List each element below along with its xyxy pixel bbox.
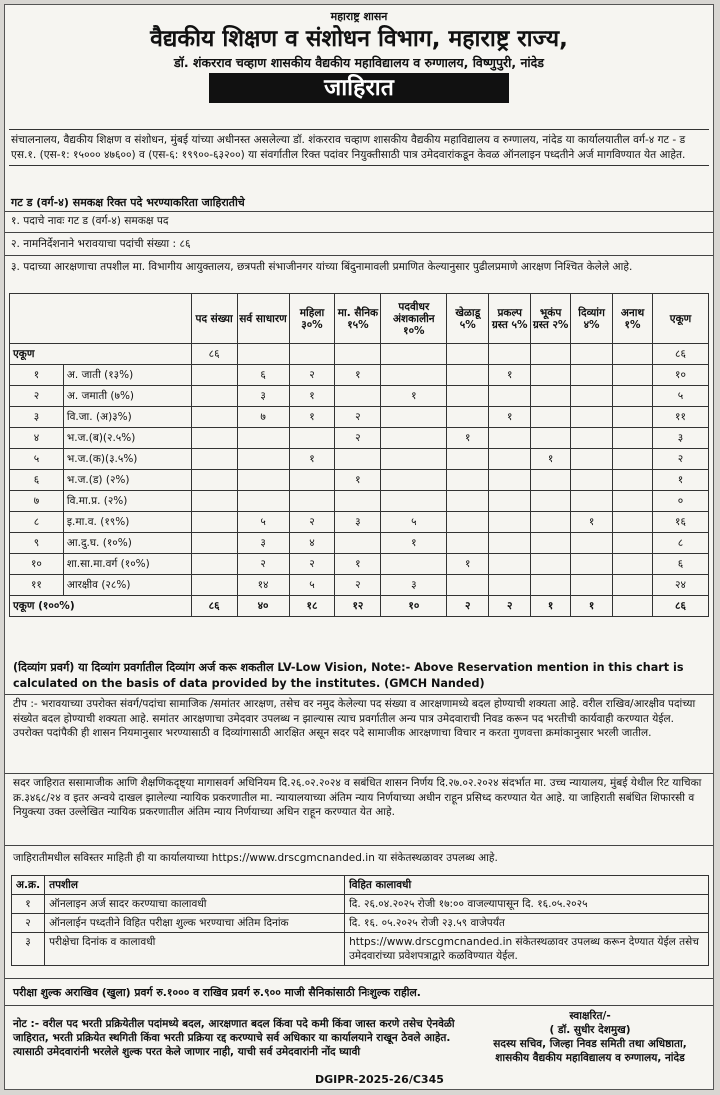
row-value: ३ — [653, 428, 709, 449]
table-header: सर्व साधारण — [237, 294, 289, 344]
row-value — [289, 491, 335, 512]
total-label: एकूण — [10, 344, 192, 365]
row-value — [571, 449, 613, 470]
table-header: पद संख्या — [191, 294, 237, 344]
row-value — [489, 533, 531, 554]
schedule-period: दि. १६. ०५.२०२५ रोजी २३.५९ वाजेपर्यंत — [345, 914, 709, 933]
row-value: १ — [489, 365, 531, 386]
table-header: एकूण — [653, 294, 709, 344]
row-value — [237, 491, 289, 512]
row-value: २ — [335, 428, 381, 449]
row-value: १० — [653, 365, 709, 386]
schedule-row — [12, 895, 709, 914]
row-value: ५ — [381, 512, 447, 533]
schedule-no: १ — [12, 895, 45, 914]
schedule-detail: ऑनलाईन पध्दतीने विहित परीक्षा शुल्क भरण्याचा अंतिम दिनांक — [45, 914, 345, 933]
row-value — [489, 512, 531, 533]
row-value: ० — [653, 491, 709, 512]
row-value — [381, 491, 447, 512]
row-value — [489, 428, 531, 449]
row-value: ५ — [237, 512, 289, 533]
row-value — [447, 575, 489, 596]
schedule-period: दि. २६.०४.२०२५ रोजी १७:०० वाजल्यापासून दि. १६.०५.२०२५ — [345, 895, 709, 914]
row-value: २ — [237, 554, 289, 575]
table-row — [10, 449, 709, 470]
point-1: १. पदाचे नावः गट ड (वर्ग-४) समकक्ष पद — [11, 215, 169, 227]
row-value: ४ — [289, 533, 335, 554]
row-value — [447, 533, 489, 554]
row-value — [613, 407, 653, 428]
row-value — [191, 575, 237, 596]
row-value — [531, 428, 571, 449]
table-row — [10, 512, 709, 533]
divider — [5, 845, 713, 846]
divider — [5, 1005, 713, 1006]
row-value — [191, 365, 237, 386]
row-value — [489, 386, 531, 407]
row-value — [613, 533, 653, 554]
section-title: गट ड (वर्ग-४) समकक्ष रिक्त पदे भरण्याकरिता जाहिरातीचे — [11, 196, 245, 209]
fee-line: परीक्षा शुल्क अराखिव (खुला) प्रवर्ग रु.१००० व राखिव प्रवर्ग रु.९०० माजी सैनिकांसाठी निःशुल्क राहील. — [13, 986, 421, 999]
row-value — [237, 470, 289, 491]
header — [5, 9, 713, 103]
row-value: ६ — [653, 554, 709, 575]
grand-total-value: २ — [447, 596, 489, 617]
row-value — [447, 470, 489, 491]
row-value: १ — [489, 407, 531, 428]
row-value — [571, 575, 613, 596]
schedule-detail: ऑनलाइन अर्ज सादर करण्याचा कालावधी — [45, 895, 345, 914]
schedule-table — [11, 875, 709, 966]
row-value: ५ — [653, 386, 709, 407]
row-value — [447, 407, 489, 428]
row-value: १ — [335, 554, 381, 575]
grand-total-value: ८६ — [191, 596, 237, 617]
row-value — [191, 470, 237, 491]
grand-total-value: १८ — [289, 596, 335, 617]
row-category: शा.सा.मा.वर्ग (१०%) — [63, 554, 191, 575]
grand-total-value: १२ — [335, 596, 381, 617]
row-value — [613, 491, 653, 512]
divider — [5, 694, 713, 695]
row-value — [613, 470, 653, 491]
row-category: अ. जमाती (७%) — [63, 386, 191, 407]
legal-paragraph: सदर जाहिरात ससामाजीक आणि शैक्षणिकदृष्ट्या मागासवर्ग अधिनियम दि.२६.०२.२०२४ व सबंधित शासन निर्णय दि.२७.०२.२०२४ संदर्भात मा. उच्च न्यायालय, मुंबई येथील रिट याचिका क्र.३४६८/२४ व इतर अन्वये दाखल झालेल्या न्यायिक प्रकरणातील मा. न्यायालयाच्या अंतिम न्याय निर्णयाच्या अधीन राहून प्रसिध्द करण्यात येत आहे. या जाहिराती सबंधित शिफारसी व नियुक्त्या उक्त उल्लेखित न्यायिक प्रकरणातील अंतिम न्याय निर्णयाच्या अधिन राहून करण्यात येत आहे. — [13, 777, 702, 818]
row-value — [335, 449, 381, 470]
row-value — [489, 554, 531, 575]
row-value — [531, 365, 571, 386]
row-value: २ — [289, 512, 335, 533]
row-number: ६ — [10, 470, 64, 491]
row-value — [335, 386, 381, 407]
row-value — [571, 365, 613, 386]
row-value — [613, 575, 653, 596]
table-total-row — [10, 344, 709, 365]
signatory-name: ( डॉ. सुधीर देशमुख) — [549, 1024, 631, 1036]
row-value — [447, 491, 489, 512]
row-value — [531, 512, 571, 533]
row-value: ६ — [237, 365, 289, 386]
row-value — [447, 386, 489, 407]
row-value — [237, 428, 289, 449]
row-value: ८ — [653, 533, 709, 554]
row-value: १ — [289, 449, 335, 470]
row-value — [613, 512, 653, 533]
row-value — [381, 365, 447, 386]
release-code: DGIPR-2025-26/C345 — [315, 1073, 444, 1086]
row-value — [191, 428, 237, 449]
row-value — [531, 407, 571, 428]
schedule-header: विहित कालावधी — [345, 876, 709, 895]
row-value — [571, 554, 613, 575]
row-value: ३ — [381, 575, 447, 596]
row-category: वि.मा.प्र. (२%) — [63, 491, 191, 512]
row-value: १ — [571, 512, 613, 533]
row-value — [489, 449, 531, 470]
row-category: अ. जाती (१३%) — [63, 365, 191, 386]
schedule-no: २ — [12, 914, 45, 933]
row-value — [571, 428, 613, 449]
row-value — [191, 554, 237, 575]
row-category: भ.ज.(ड) (२%) — [63, 470, 191, 491]
schedule-row — [12, 914, 709, 933]
row-number: ५ — [10, 449, 64, 470]
table-header: दिव्यांग ४% — [571, 294, 613, 344]
row-value: १ — [289, 386, 335, 407]
table-row — [10, 470, 709, 491]
department-title: वैद्यकीय शिक्षण व संशोधन विभाग, महाराष्ट्र राज्य, — [150, 26, 568, 52]
row-value: १ — [335, 470, 381, 491]
table-row — [10, 407, 709, 428]
row-category: इ.मा.व. (१९%) — [63, 512, 191, 533]
row-value: १ — [335, 365, 381, 386]
table-header-corner — [10, 294, 192, 344]
schedule-no: ३ — [12, 933, 45, 966]
row-value — [191, 449, 237, 470]
grand-total-value: ४० — [237, 596, 289, 617]
row-value — [447, 365, 489, 386]
schedule-header: तपशील — [45, 876, 345, 895]
point-3: ३. पदाच्या आरक्षणाचा तपशील मा. विभागीय आयुक्तालय, छत्रपती संभाजीनगर यांच्या बिंदुनामावली प्रमाणित केल्यानुसार पुढीलप्रमाणे आरक्षण निश्चित केलेले आहे. — [11, 261, 633, 273]
row-value: २ — [653, 449, 709, 470]
row-value — [191, 386, 237, 407]
row-value — [447, 512, 489, 533]
row-category: भ.ज.(ब)(२.५%) — [63, 428, 191, 449]
row-value — [571, 407, 613, 428]
grand-total-value — [613, 596, 653, 617]
row-value — [289, 470, 335, 491]
point-2: २. नामनिर्देशनाने भरावयाचा पदांची संख्या : ८६ — [11, 238, 191, 250]
signatory-designation: सदस्य सचिव, जिल्हा निवड समिती तथा अधिष्ठाता, शासकीय वैद्यकीय महाविद्यालय व रुग्णालय, नांदेड — [493, 1038, 687, 1064]
row-value — [571, 470, 613, 491]
row-value — [531, 554, 571, 575]
row-value — [447, 449, 489, 470]
table-row — [10, 554, 709, 575]
row-value — [381, 554, 447, 575]
row-number: १० — [10, 554, 64, 575]
footnote: नोट :- वरील पद भरती प्रक्रियेतील पदांमध्ये बदल, आरक्षणात बदल किंवा पदे कमी किंवा जास्त करणे तसेच ऐनवेळी जाहिरात, भरती प्रक्रियेत स्थगिती किंवा भरती प्रक्रिया रद्द करण्याचे सर्व अधिकार या कार्यालयाने राखून ठेवले आहेत. त्यासाठी उमेदवारांनी भरलेले शुल्क परत केले जाणार नाही, याची सर्व उमेदवारांनी नोंद घ्यावी — [13, 1018, 455, 1058]
table-header-row — [10, 294, 709, 344]
tip-paragraph: टीप :- भरावयाच्या उपरोक्त संवर्ग/पदांचा सामाजिक /समांतर आरक्षण, तसेच वर नमुद केलेल्या पद संख्या व आरक्षणामध्ये बदल होण्याची शक्यता आहे. वरील राखिव/आरक्षीव पदांच्या संख्येत बदल होण्याची शक्यता आहे. समांतर आरक्षणाचा उमेदवार उपलब्ध न झाल्यास त्याच प्रवर्गातील अन्य पात्र उमेदवाराची निवड करून पद भरतीची कार्यवाही करण्यात येईल. उपरोक्त पदांपैकी ही शासन नियमानुसार भरण्यासाठी व दिव्यांगासाठी आरक्षित असून सदर पदे सामाजीक आरक्षणाचा विचार न करता गुणवत्ता क्रमांकानुसार भरली जातील. — [13, 698, 696, 739]
table-header: अनाथ १% — [613, 294, 653, 344]
row-value: २४ — [653, 575, 709, 596]
row-category: आरक्षीव (२८%) — [63, 575, 191, 596]
row-value — [191, 407, 237, 428]
row-value: १ — [289, 407, 335, 428]
row-value: १४ — [237, 575, 289, 596]
row-value — [531, 575, 571, 596]
table-header: प्रकल्प ग्रस्त ५% — [489, 294, 531, 344]
row-value — [613, 365, 653, 386]
row-value — [381, 449, 447, 470]
schedule-header-row — [12, 876, 709, 895]
row-value — [571, 491, 613, 512]
row-value — [381, 407, 447, 428]
reservation-table — [9, 293, 709, 617]
row-value: २ — [335, 407, 381, 428]
schedule-row — [12, 933, 709, 966]
divider — [5, 211, 713, 212]
table-row — [10, 365, 709, 386]
row-value: ५ — [289, 575, 335, 596]
website-line: जाहिरातीमधील सविस्तर माहिती ही या कार्यालयाच्या https://www.drscgmcnanded.in या संकेतस्थळावर उपलब्ध आहे. — [13, 852, 498, 864]
row-value — [531, 386, 571, 407]
row-category: वि.जा. (अ)३%) — [63, 407, 191, 428]
signature-block — [475, 1009, 705, 1065]
row-value: ७ — [237, 407, 289, 428]
total-sum: ८६ — [653, 344, 709, 365]
divider — [5, 232, 713, 233]
divider — [5, 773, 713, 774]
grand-total-value: २ — [489, 596, 531, 617]
row-value — [571, 386, 613, 407]
row-value — [289, 428, 335, 449]
row-value — [191, 533, 237, 554]
row-value — [531, 533, 571, 554]
row-value — [335, 533, 381, 554]
government-label: महाराष्ट्र शासन — [330, 10, 388, 23]
schedule-header: अ.क्र. — [12, 876, 45, 895]
row-value: १ — [531, 449, 571, 470]
row-number: ४ — [10, 428, 64, 449]
row-number: ३ — [10, 407, 64, 428]
table-grand-total-row — [10, 596, 709, 617]
grand-total-label: एकूण (१००%) — [10, 596, 192, 617]
schedule-period: https://www.drscgmcnanded.in संकेतस्थळावर उपलब्ध करून देण्यात येईल तसेच उमेदवारांच्या प्रवेशपत्राद्वारे कळविण्यात येईल. — [345, 933, 709, 966]
row-value: ११ — [653, 407, 709, 428]
row-value: २ — [335, 575, 381, 596]
row-value — [613, 386, 653, 407]
table-row — [10, 386, 709, 407]
grand-total-value: १ — [531, 596, 571, 617]
college-name: डॉ. शंकरराव चव्हाण शासकीय वैद्यकीय महाविद्यालय व रुग्णालय, विष्णुपुरी, नांदेड — [173, 55, 544, 70]
table-header: भूकंप ग्रस्त २% — [531, 294, 571, 344]
advertisement-page — [4, 4, 714, 1090]
row-value: १ — [653, 470, 709, 491]
row-value — [191, 512, 237, 533]
row-value: १ — [447, 428, 489, 449]
row-value — [489, 470, 531, 491]
divider — [5, 978, 713, 979]
row-value — [571, 533, 613, 554]
advertisement-banner: जाहिरात — [209, 73, 509, 103]
table-row — [10, 575, 709, 596]
table-header: महिला ३०% — [289, 294, 335, 344]
row-value: १ — [447, 554, 489, 575]
row-number: ९ — [10, 533, 64, 554]
table-header: पदवीधर अंशकालीन १०% — [381, 294, 447, 344]
row-number: ११ — [10, 575, 64, 596]
grand-total-value: १० — [381, 596, 447, 617]
row-value — [335, 491, 381, 512]
row-value: १ — [381, 386, 447, 407]
row-category: आ.दु.घ. (१०%) — [63, 533, 191, 554]
row-category: भ.ज.(क)(३.५%) — [63, 449, 191, 470]
total-posts: ८६ — [191, 344, 237, 365]
row-value — [489, 575, 531, 596]
row-value: २ — [289, 554, 335, 575]
row-value: ३ — [237, 386, 289, 407]
row-value — [489, 491, 531, 512]
grand-total-value: १ — [571, 596, 613, 617]
row-value — [191, 491, 237, 512]
row-value — [613, 449, 653, 470]
row-number: ७ — [10, 491, 64, 512]
row-value: १ — [381, 533, 447, 554]
row-value: १६ — [653, 512, 709, 533]
grand-total-value: ८६ — [653, 596, 709, 617]
row-value — [613, 428, 653, 449]
row-value — [381, 428, 447, 449]
intro-paragraph: संचालनालय, वैद्यकीय शिक्षण व संशोधन, मुंबई यांच्या अधीनस्त असलेल्या डॉ. शंकरराव चव्हाण शासकीय वैद्यकीय महाविद्यालय व रुग्णालय, नांदेड या कार्यालयातील वर्ग-४ गट - ड एस.१. (एस-१: १५००० ४७६००) व (एस-६: १९९००-६३२००) या संवर्गातील रिक्त पदांवर नियुक्तीसाठी पात्र उमेदवारांकडून केवळ ऑनलाइन पध्दतीने अर्ज मागविण्यात येत आहेत. — [9, 129, 709, 166]
table-row — [10, 533, 709, 554]
signed-label: स्वाक्षरित/- — [569, 1010, 611, 1022]
row-value — [613, 554, 653, 575]
schedule-detail: परीक्षेचा दिनांक व कालावधी — [45, 933, 345, 966]
row-value: २ — [289, 365, 335, 386]
row-value: ३ — [335, 512, 381, 533]
lv-note: (दिव्यांग प्रवर्ग) या दिव्यांग प्रवर्गातील दिव्यांग अर्ज करू शकतील LV-Low Vision, Note:- Above Reservation mention in this chart is calculated on the basis of data provided by the institutes. (GMCH Nanded) — [13, 661, 684, 690]
row-number: २ — [10, 386, 64, 407]
table-header: मा. सैनिक १५% — [335, 294, 381, 344]
row-number: ८ — [10, 512, 64, 533]
table-row — [10, 491, 709, 512]
row-value — [531, 470, 571, 491]
table-header: खेळाडू ५% — [447, 294, 489, 344]
table-row — [10, 428, 709, 449]
divider — [5, 255, 713, 256]
row-value — [381, 470, 447, 491]
row-value — [531, 491, 571, 512]
row-value: ३ — [237, 533, 289, 554]
row-number: १ — [10, 365, 64, 386]
row-value — [237, 449, 289, 470]
